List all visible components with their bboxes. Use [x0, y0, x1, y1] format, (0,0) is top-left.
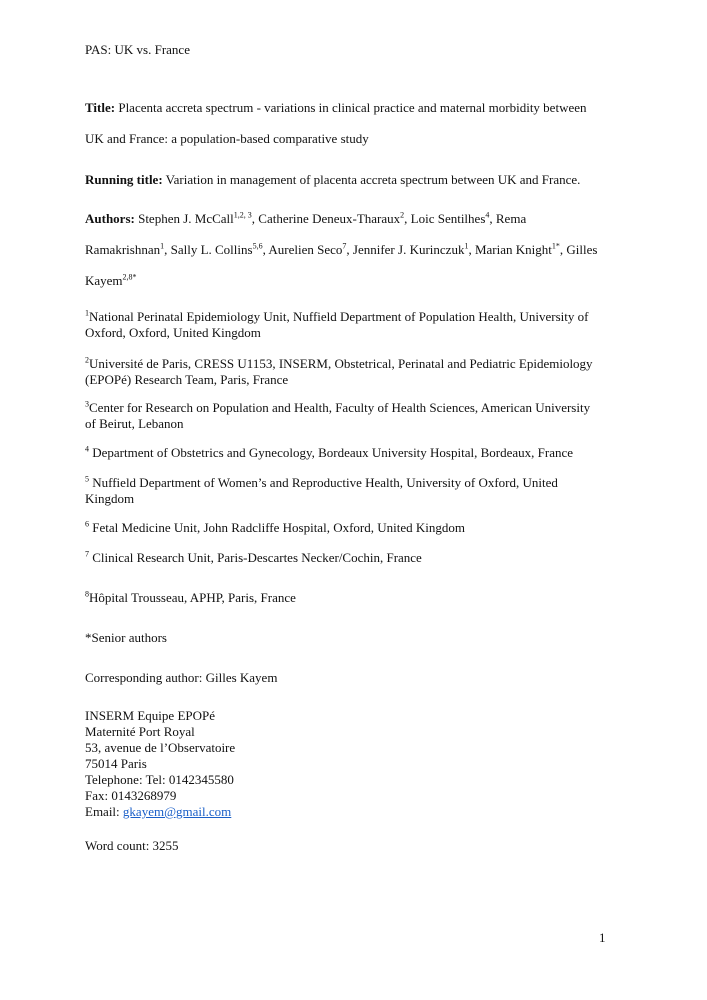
author-sup: 1*	[551, 241, 560, 251]
affiliation	[85, 400, 590, 432]
affiliation-number: 1	[85, 308, 89, 318]
affiliation-text: Department of Obstetrics and Gynecology, Bordeaux University Hospital, Bordeaux, France	[89, 445, 574, 460]
email-label: Email:	[85, 804, 123, 819]
affiliation-text: Oxford, Oxford, United Kingdom	[85, 325, 261, 340]
word-count: Word count: 3255	[85, 838, 179, 853]
affiliation	[85, 445, 573, 461]
author-sup: 4	[485, 210, 490, 220]
authors-block: Authors: Stephen J. McCall$^{1,2, 3}$, Catherine Deneux-Tharaux$^2$, Loic Sentilhes$^4$, Rema Ramakrishnan$^1$, Sally L. Collins$^{5,6}$, Aurelien Seco$^7$, Jennifer J. Kurinczuk$^1$, Marian Knight$^{1*}$, Gilles Kayem$^{2,8*}$	[85, 210, 598, 288]
affiliation-line	[85, 356, 593, 372]
address-line: Maternité Port Royal	[85, 724, 195, 739]
author: Stephen J. McCall	[138, 211, 234, 226]
affiliation-text: Nuffield Department of Women’s and Reproductive Health, University of Oxford, United	[89, 475, 558, 490]
affiliation-number: 8	[85, 589, 89, 599]
running-title-label: Running title:	[85, 172, 163, 187]
running-title	[85, 172, 580, 188]
affiliation-line	[85, 590, 296, 606]
author: Loic Sentilhes	[410, 211, 486, 226]
authors-label: Authors:	[85, 211, 135, 226]
running-header: PAS: UK vs. France	[85, 42, 190, 57]
affiliation-text: Kingdom	[85, 491, 135, 506]
author-sup: 1,2, 3	[233, 210, 252, 220]
author-sup: 1	[464, 241, 469, 251]
affiliation-text: Center for Research on Population and Health, Faculty of Health Sciences, American University	[89, 400, 591, 415]
author-part: Gilles	[566, 242, 598, 257]
affiliation-number: 6	[85, 519, 89, 529]
affiliation-line	[85, 475, 558, 491]
author-part: Kayem	[85, 273, 123, 288]
affiliation-number: 2	[85, 355, 89, 365]
affiliation-line	[85, 325, 588, 341]
affiliation-line	[85, 491, 558, 507]
running-title-text: Variation in management of placenta accreta spectrum between UK and France.	[165, 172, 581, 187]
author-sup: 2,8*	[122, 272, 137, 282]
senior-authors-note: *Senior authors	[85, 630, 167, 645]
affiliation-number: 3	[85, 399, 89, 409]
title-block	[85, 92, 587, 154]
email-link[interactable]: gkayem@gmail.com	[122, 804, 232, 819]
address-line: 75014 Paris	[85, 756, 147, 771]
affiliation	[85, 550, 422, 566]
affiliation-number: 7	[85, 549, 89, 559]
author-part: Rema	[495, 211, 527, 226]
affiliation-number: 5	[85, 474, 89, 484]
author-part: Ramakrishnan	[85, 242, 161, 257]
address-line: 53, avenue de l’Observatoire	[85, 740, 236, 755]
address-line: INSERM Equipe EPOPé	[85, 708, 215, 723]
affiliation-line	[85, 550, 422, 566]
affiliation-line	[85, 400, 590, 416]
address-line: Fax: 0143268979	[85, 788, 177, 803]
author-sup: 2	[400, 210, 405, 220]
affiliation	[85, 356, 593, 388]
affiliation-text: Hôpital Trousseau, APHP, Paris, France	[89, 590, 296, 605]
affiliation-line	[85, 309, 588, 325]
author-sup: 7	[342, 241, 347, 251]
author: Aurelien Seco	[268, 242, 343, 257]
affiliation-line	[85, 372, 593, 388]
affiliation-text: Clinical Research Unit, Paris-Descartes Necker/Cochin, France	[89, 550, 422, 565]
address-line: Telephone: Tel: 0142345580	[85, 772, 234, 787]
affiliation-text: of Beirut, Lebanon	[85, 416, 184, 431]
affiliation-text: (EPOPé) Research Team, Paris, France	[85, 372, 289, 387]
affiliation-line	[85, 445, 573, 461]
affiliation-text: Université de Paris, CRESS U1153, INSERM, Obstetrical, Perinatal and Pediatric Epidemiology	[89, 356, 593, 371]
affiliation	[85, 520, 465, 536]
affiliation-text: Fetal Medicine Unit, John Radcliffe Hospital, Oxford, United Kingdom	[89, 520, 465, 535]
title-label: Title:	[85, 100, 116, 115]
corresponding-author: Corresponding author: Gilles Kayem	[85, 670, 278, 685]
author: Jennifer J. Kurinczuk	[352, 242, 465, 257]
author: Sally L. Collins	[170, 242, 253, 257]
title-line-2: UK and France: a population-based comparative study	[85, 131, 369, 146]
page-number: 1	[599, 930, 606, 945]
author-sup: 1	[160, 241, 165, 251]
author: Catherine Deneux-Tharaux	[258, 211, 401, 226]
affiliation-number: 4	[85, 444, 89, 454]
author: Marian Knight	[474, 242, 552, 257]
title-line-1: Placenta accreta spectrum - variations in clinical practice and maternal morbidity between	[118, 100, 587, 115]
affiliation	[85, 309, 588, 341]
affiliation-line	[85, 416, 590, 432]
affiliation-line	[85, 520, 465, 536]
address-block	[85, 708, 235, 820]
affiliation	[85, 590, 296, 606]
affiliation-text: National Perinatal Epidemiology Unit, Nuffield Department of Population Health, University of	[89, 309, 589, 324]
affiliation	[85, 475, 558, 507]
author-sup: 5,6	[252, 241, 263, 251]
